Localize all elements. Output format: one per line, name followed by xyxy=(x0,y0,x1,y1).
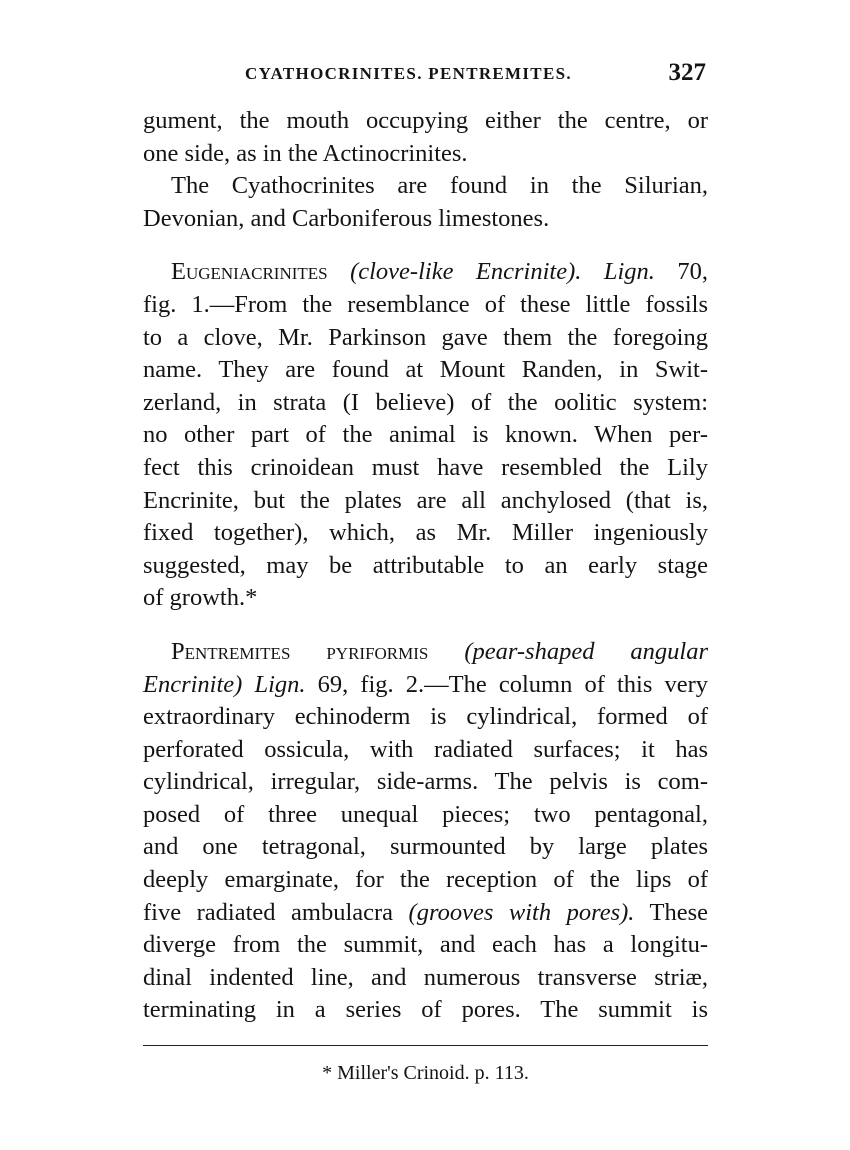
text-line: fig. 1.—From the resemblance of these little fossils xyxy=(143,290,708,318)
footnote-rule xyxy=(143,1045,708,1046)
paragraph-cyathocrinites xyxy=(143,170,708,235)
page-number: 327 xyxy=(668,59,706,86)
body-text xyxy=(143,105,708,1027)
text-line: no other part of the animal is known. When per- xyxy=(143,421,708,449)
text-line: one side, as in the Actinocrinites. xyxy=(143,139,468,167)
text-line: fect this crinoidean must have resembled the Lily xyxy=(143,453,708,481)
text-line xyxy=(143,256,708,289)
text-line: Encrinite, but the plates are all anchylosed (that is, xyxy=(143,486,708,514)
text-run: These xyxy=(649,898,708,926)
footnote: * Miller's Crinoid. p. 113. xyxy=(322,1062,529,1084)
text-line xyxy=(143,897,708,930)
text-line xyxy=(143,669,708,702)
text-line: extraordinary echinoderm is cylindrical, formed of xyxy=(143,703,708,731)
running-title: CYATHOCRINITES. PENTREMITES. xyxy=(245,64,572,83)
text-line: cylindrical, irregular, side-arms. The pelvis is com- xyxy=(143,768,708,796)
common-name-gloss: (pear-shaped angular xyxy=(464,637,708,665)
common-name-gloss: Encrinite) xyxy=(143,670,243,698)
text-line: zerland, in strata (I believe) of the oolitic system: xyxy=(143,388,708,416)
text-line xyxy=(143,636,708,669)
text-run: five radiated ambulacra xyxy=(143,898,394,926)
genus-name: Eugeniacrinites xyxy=(171,258,328,286)
text-line: The Cyathocrinites are found in the Silurian, xyxy=(171,172,708,200)
figure-reference: 70, xyxy=(677,258,708,286)
text-line: to a clove, Mr. Parkinson gave them the foregoing xyxy=(143,323,708,351)
text-line: name. They are found at Mount Randen, in Swit- xyxy=(143,356,708,384)
figure-reference: 69, fig. 2.—The column of this very xyxy=(317,670,709,698)
text-line: gument, the mouth occupying either the centre, or xyxy=(143,107,708,134)
species-name: Pentremites pyriformis xyxy=(171,637,429,665)
text-line: suggested, may be attributable to an early stage xyxy=(143,551,708,579)
text-line: dinal indented line, and numerous transverse striæ, xyxy=(143,963,708,991)
text-line: of growth.* xyxy=(143,584,258,612)
text-line: posed of three unequal pieces; two pentagonal, xyxy=(143,800,708,828)
text-line: and one tetragonal, surmounted by large plates xyxy=(143,833,708,861)
text-line: diverge from the summit, and each has a longitu- xyxy=(143,931,708,959)
text-line: fixed together), which, as Mr. Miller ingeniously xyxy=(143,519,708,547)
paragraph-continuation xyxy=(143,105,708,170)
lign-reference: Lign. xyxy=(254,670,306,698)
lign-reference: Lign. xyxy=(603,258,655,286)
text-line: deeply emarginate, for the reception of the lips of xyxy=(143,866,708,894)
gloss: (grooves with pores). xyxy=(408,898,635,926)
common-name-gloss: (clove-like Encrinite). xyxy=(350,258,582,286)
text-line: terminating in a series of pores. The summit is xyxy=(143,996,708,1024)
text-line: perforated ossicula, with radiated surfaces; it has xyxy=(143,735,708,763)
running-head xyxy=(143,60,708,90)
text-line: Devonian, and Carboniferous limestones. xyxy=(143,204,550,232)
paragraph-pentremites xyxy=(143,636,708,1027)
paragraph-eugeniacrinites xyxy=(143,256,708,615)
